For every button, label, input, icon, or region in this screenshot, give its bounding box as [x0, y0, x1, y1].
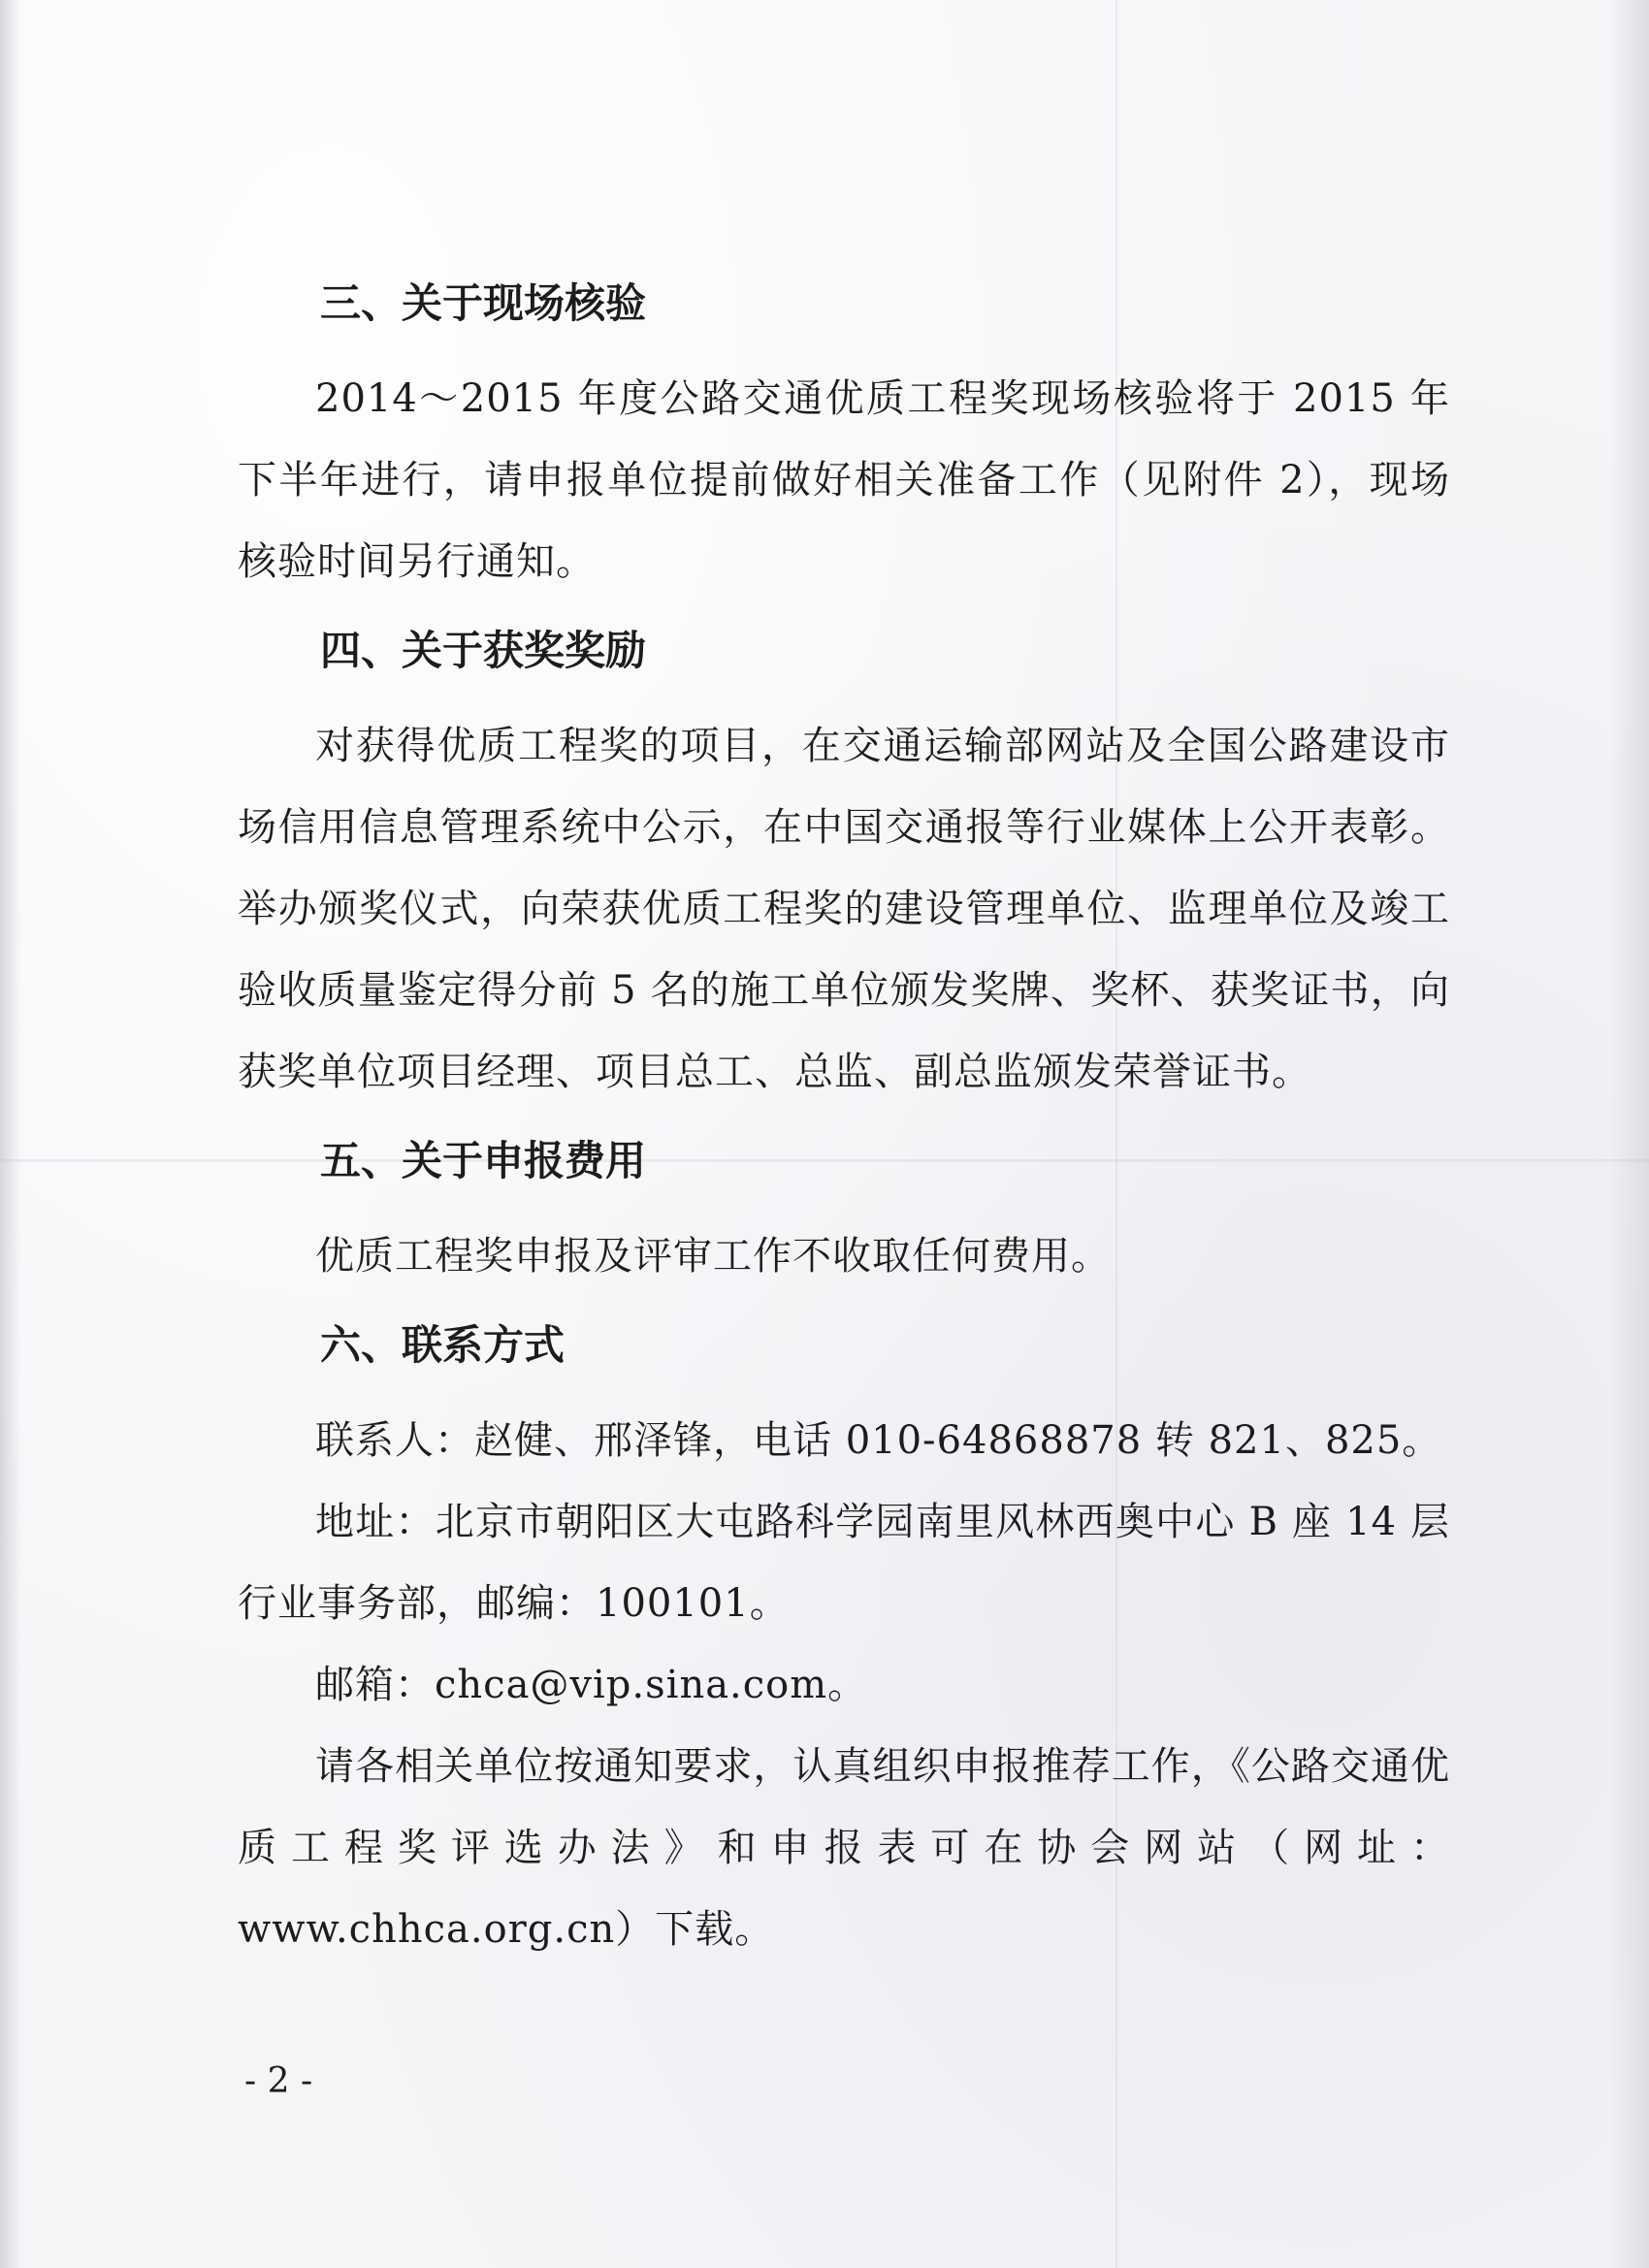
section-heading: 五、关于申报费用: [320, 1137, 647, 1184]
page-number: - 2 -: [244, 2061, 313, 2101]
page-edge-shadow-left: [0, 0, 21, 2268]
section-heading: 六、联系方式: [320, 1321, 566, 1369]
section-paragraph: 优质工程奖申报及评审工作不收取任何费用。: [315, 1234, 1111, 1279]
document-body: [238, 276, 1450, 1970]
contact-person: 联系人：赵健、邢泽锋，电话 010-64868878 转 821、825。: [315, 1418, 1442, 1463]
contact-address: 地址：北京市朝阳区大屯路科学园南里风林西奥中心 B 座 14 层行业事务部，邮编：100101。: [238, 1500, 1450, 1626]
section-paragraph: 对获得优质工程奖的项目，在交通运输部网站及全国公路建设市场信用信息管理系统中公示，在中国交通报等行业媒体上公开表彰。举办颁奖仪式，向荣获优质工程奖的建设管理单位、监理单位及竣工验收质量鉴定得分前 5 名的施工单位颁发奖牌、奖杯、获奖证书，向获奖单位项目经理、项目总工、总监、副总监颁发荣誉证书。: [238, 724, 1450, 1094]
contact-email: 邮箱：chca@vip.sina.com。: [315, 1663, 868, 1707]
closing-paragraph: 请各相关单位按通知要求，认真组织申报推荐工作，《公路交通优质工程奖评选办法》和申报表可在协会网站（网址：www.chhca.org.cn）下载。: [238, 1744, 1450, 1952]
page-edge-shadow-right: [1610, 0, 1649, 2268]
section-paragraph: 2014～2015 年度公路交通优质工程奖现场核验将于 2015 年下半年进行，请申报单位提前做好相关准备工作（见附件 2），现场核验时间另行通知。: [238, 376, 1450, 584]
section-heading: 四、关于获奖奖励: [320, 627, 647, 674]
section-heading: 三、关于现场核验: [320, 279, 647, 327]
